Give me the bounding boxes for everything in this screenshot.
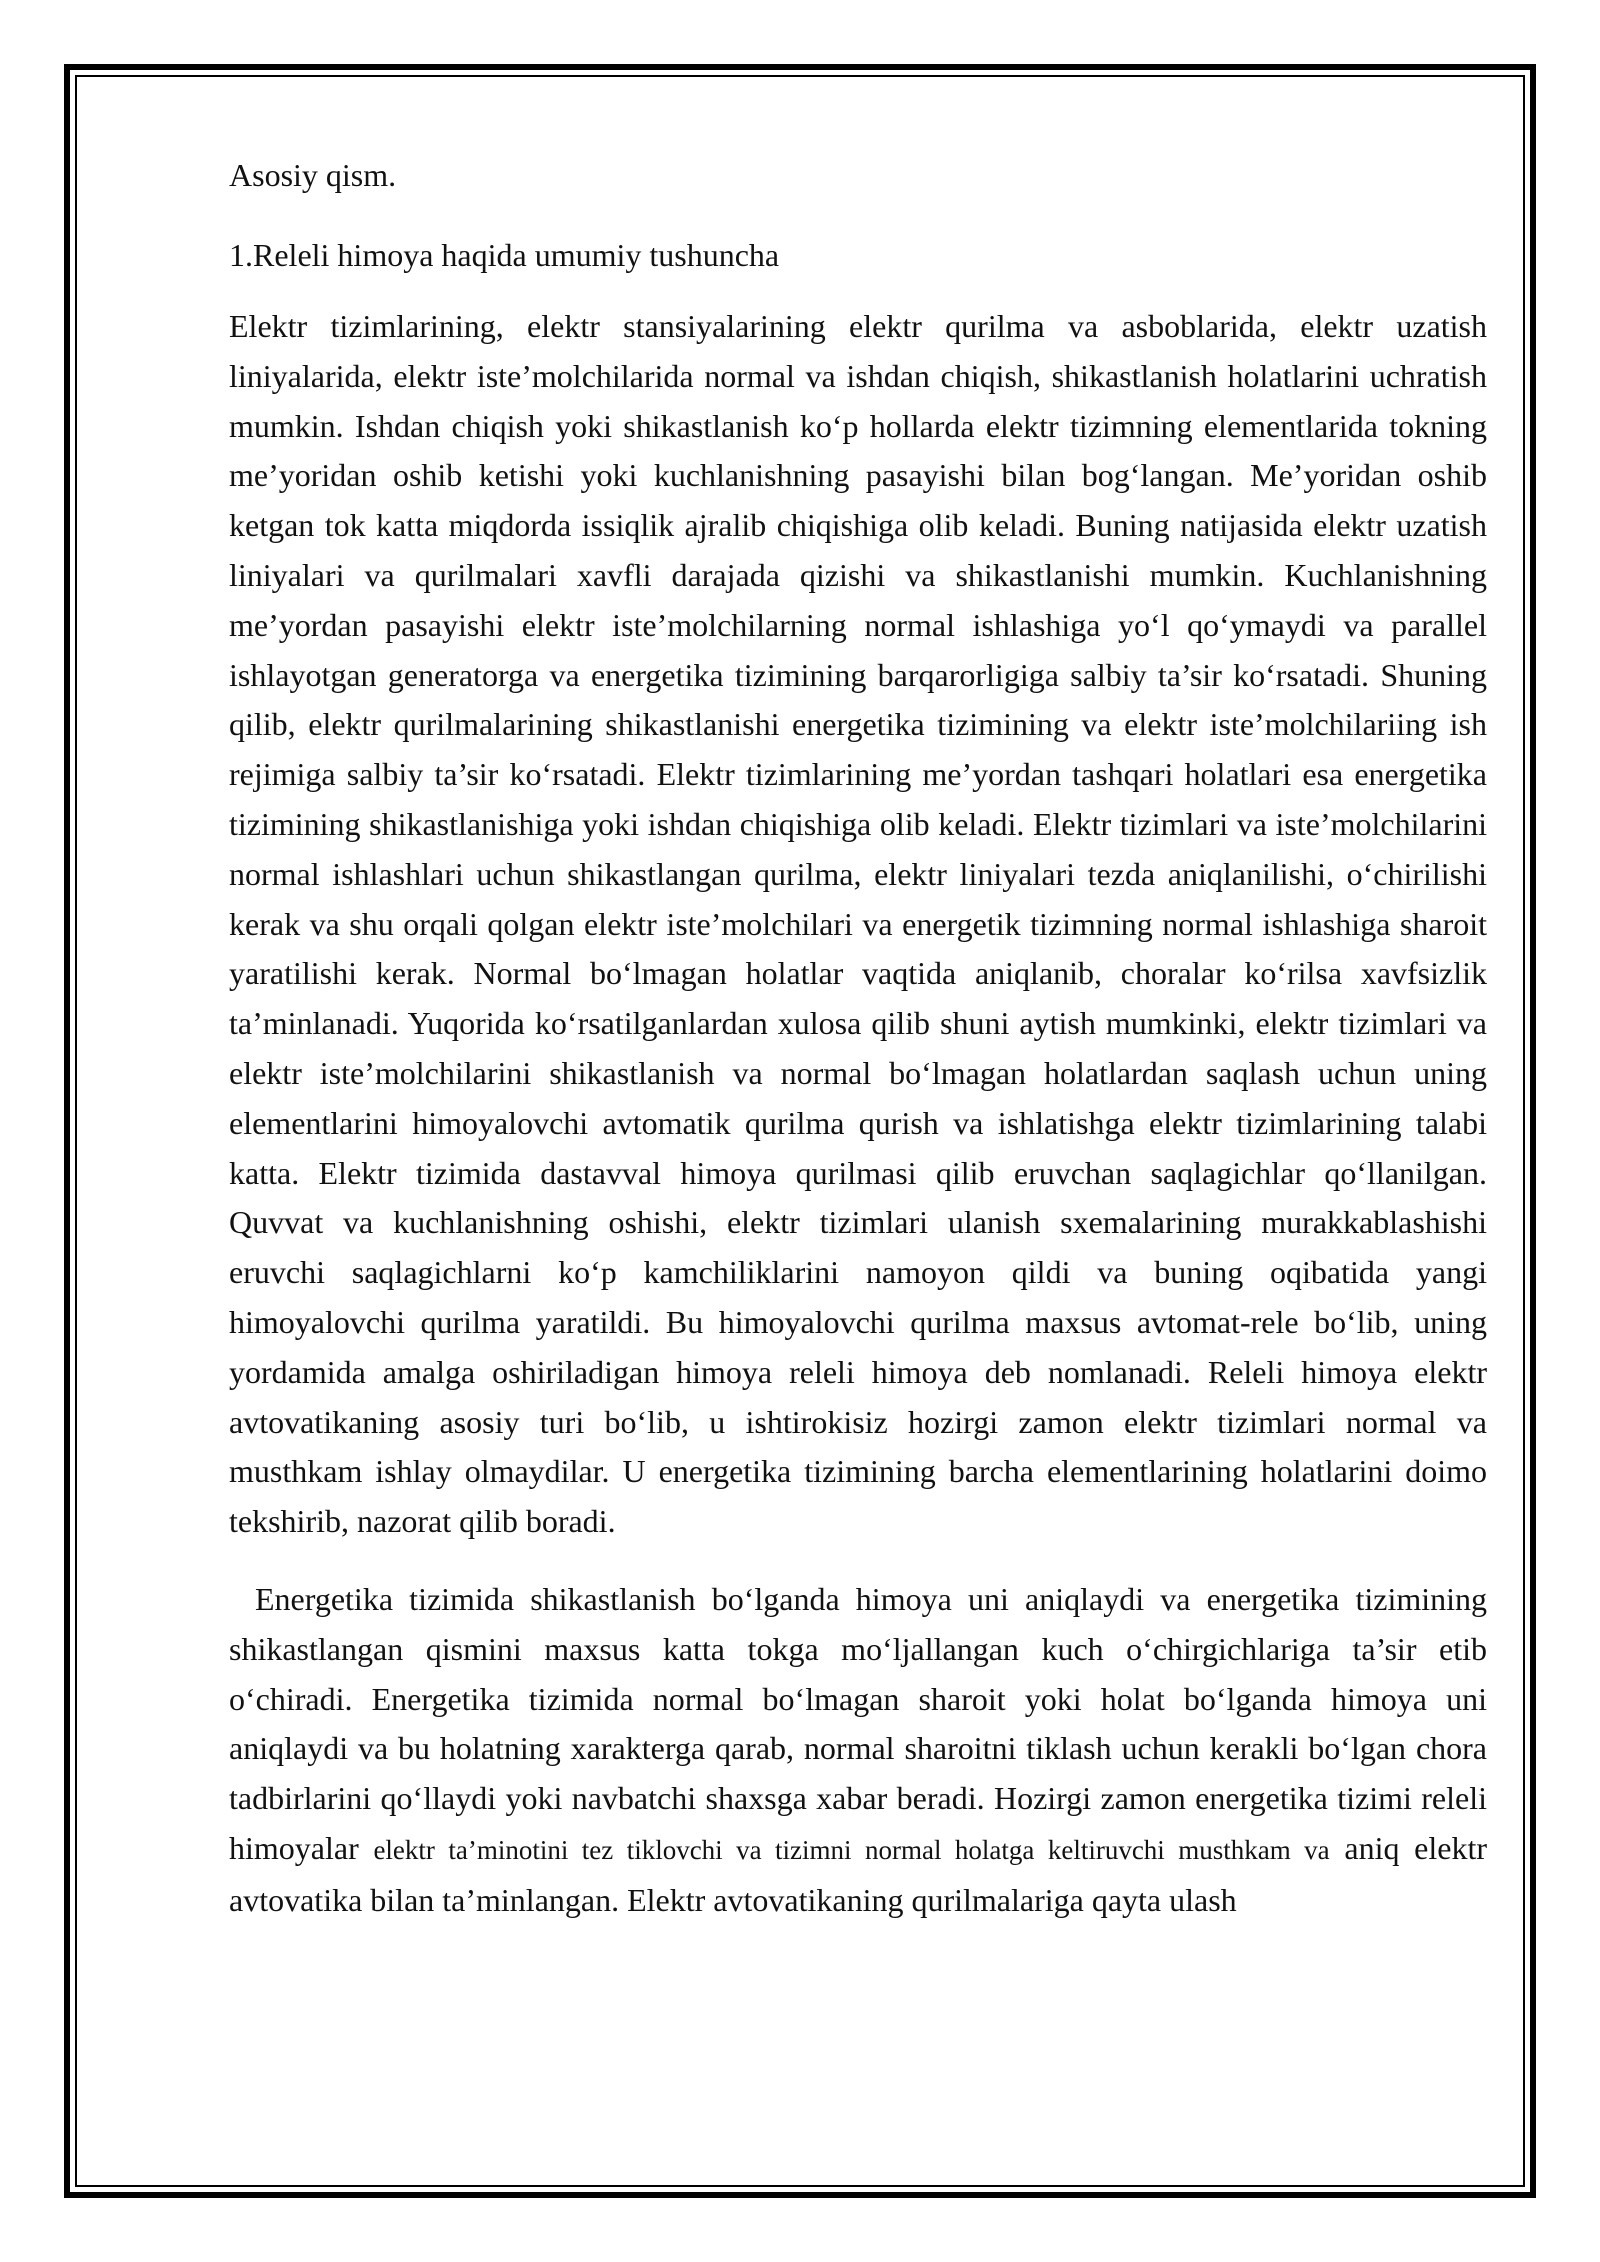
paragraph-1: Elektr tizimlarining, elektr stansiyalarining elektr qurilma va asboblarida, elektr uzatish liniyalarida, elektr iste’molchilarida normal va ishdan chiqish, shikastlanish holatlarini uchratish mumkin. Ishdan chiqish yoki shikastlanish ko‘p hollarda elektr tizimning elementlarida tokning me’yoridan oshib ketishi yoki kuchlanishning pasayishi bilan bog‘langan. Me’yoridan oshib ketgan tok katta miqdorda issiqlik ajralib chiqishiga olib keladi. Buning natijasida elektr uzatish liniyalari va qurilmalari xavfli darajada qizishi va shikastlanishi mumkin. Kuchlanishning me’yordan pasayishi elektr iste’molchilarning normal ishlashiga yo‘l qo‘ymaydi va parallel ishlayotgan generatorga va energetika tizimining barqarorligiga salbiy ta’sir ko‘rsatadi. Shuning qilib, elektr qurilmalarining shikastlanishi energetika tizimining va elektr iste’molchilariing ish rejimiga salbiy ta’sir ko‘rsatadi. Elektr tizimlarining me’yordan tashqari holatlari esa energetika tizimining shikastlanishiga yoki ishdan chiqishiga olib keladi. Elektr tizimlari va iste’molchilarini normal ishlashlari uchun shikastlangan qurilma, elektr liniyalari tezda aniqlanilishi, o‘chirilishi kerak va shu orqali qolgan elektr iste’molchilari va energetik tizimning normal ishlashiga sharoit yaratilishi kerak. Normal bo‘lmagan holatlar vaqtida aniqlanib, choralar ko‘rilsa xavfsizlik ta’minlanadi. Yuqorida ko‘rsatilganlardan xulosa qilib shuni aytish mumkinki, elektr tizimlari va elektr iste’molchilarini shikastlanish va normal bo‘lmagan holatlardan saqlash uchun uning elementlarini himoyalovchi avtomatik qurilma qurish va ishlatishga elektr tizimlarining talabi katta. Elektr tizimida dastavval himoya qurilmasi qilib eruvchan saqlagichlar qo‘llanilgan. Quvvat va kuchlanishning oshishi, elektr tizimlari ulanish sxemalarining murakkablashishi eruvchi saqlagichlarni ko‘p kamchiliklarini namoyon qildi va buning oqibatida yangi himoyalovchi qurilma yaratildi. Bu himoyalovchi qurilma maxsus avtomat-rele bo‘lib, uning yordamida amalga oshiriladigan himoya releli himoya deb nomlanadi. Releli himoya elektr avtovatikaning asosiy turi bo‘lib, u ishtirokisiz hozirgi zamon elektr tizimlari normal va musthkam ishlay olmaydilar. U energetika tizimining barcha elementlarining holatlarini doimo tekshirib, nazorat qilib boradi. [229,308,1487,1540]
paragraph-2-text-end: aniq elektr avtovatika bilan ta’minlangan. Elektr avtovatikaning qurilmalariga qayta ulash [229,1829,1488,1918]
paragraph-2-text-start: Energetika tizimida shikastlanish bo‘lganda himoya uni aniqlaydi va energetika tizimining shikastlangan qismini maxsus katta tokga mo‘ljallangan kuch o‘chirgichlariga ta’sir etib o‘chiradi. Energetika tizimida normal bo‘lmagan sharoit yoki holat bo‘lganda himoya uni aniqlaydi va bu holatning xarakterga qarab, normal sharoitni tiklash uchun kerakli bo‘lgan chora tadbirlarini qo‘llaydi yoki navbatchi shaxsga xabar beradi. Hozirgi zamon energetika tizimi releli himoyalar [229,1580,1487,1866]
document-content [229,150,1487,1926]
paragraph-2-small-text: elektr ta’minotini tez tiklovchi va tizimni normal holatga keltiruvchi musthkam va [373,1834,1330,1865]
section-title: Asosiy qism. [229,157,397,193]
subsection-title: 1.Releli himoya haqida umumiy tushuncha [229,237,780,273]
paragraph-2 [229,1575,1487,1926]
